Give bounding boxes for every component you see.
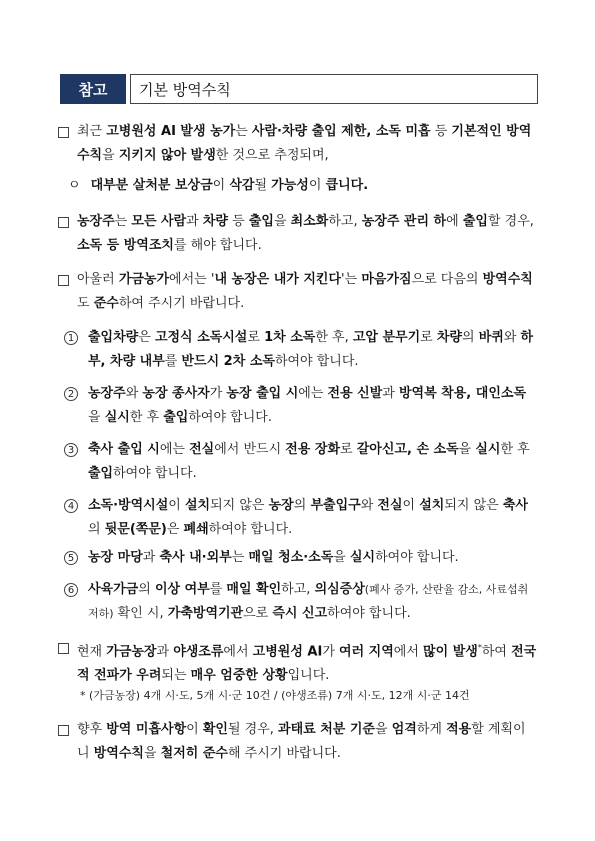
list-item-text: 농장 마당과 축사 내·외부는 매일 청소·소독을 실시하여야 합니다. [88, 550, 459, 565]
circled-number: 2 [64, 387, 78, 401]
paragraph-3-text: 아울러 가금농가에서는 '내 농장은 내가 지킨다'는 마음가짐으로 다음의 방역수칙도 준수하여 주시기 바랍니다. [77, 272, 533, 311]
circled-number: 6 [64, 583, 78, 597]
paragraph-1-sub-text: 대부분 살처분 보상금이 삭감될 가능성이 큽니다. [90, 178, 369, 193]
paragraph-2 [58, 210, 538, 258]
square-bullet-icon [58, 275, 69, 286]
paragraph-1 [58, 120, 538, 168]
footnote: * (가금농장) 4개 시·도, 5개 시·군 10건 / (야생조류) 7개 시·도, 12개 시·군 14건 [80, 689, 470, 702]
square-bullet-icon [58, 217, 69, 228]
list-item-text: 축사 출입 시에는 전실에서 반드시 전용 장화로 갈아신고, 손 소독을 실시한 후 출입하여야 합니다. [88, 442, 530, 481]
square-bullet-icon [58, 643, 69, 654]
paragraph-4 [58, 636, 538, 688]
list-item-text: 사육가금의 이상 여부를 매일 확인하고, 의심증상(폐사 증가, 산란율 감소, 사료섭취 저하) 확인 시, 가축방역기관으로 즉시 신고하여야 합니다. [88, 582, 529, 621]
circled-number: 1 [64, 331, 78, 345]
list-item [64, 382, 538, 430]
list-item [64, 494, 538, 542]
square-bullet-icon [58, 127, 69, 138]
circled-number: 5 [64, 551, 78, 565]
section-title: 기본 방역수칙 [130, 74, 538, 104]
paragraph-1-text: 최근 고병원성 AI 발생 농가는 사람·차량 출입 제한, 소독 미흡 등 기본적인 방역수칙을 지키지 않아 발생한 것으로 추정되며, [77, 124, 532, 163]
list-item-text: 농장주와 농장 종사자가 농장 출입 시에는 전용 신발과 방역복 착용, 대인소독을 실시한 후 출입하여야 합니다. [88, 386, 526, 425]
list-item [64, 578, 538, 626]
reference-tag: 참고 [60, 74, 126, 104]
paragraph-1-sub [68, 174, 538, 198]
list-item [64, 326, 538, 374]
list-item [64, 438, 538, 486]
paragraph-3 [58, 268, 538, 316]
paragraph-5-text: 향후 방역 미흡사항이 확인될 경우, 과태료 처분 기준을 엄격하게 적용할 계획이니 방역수칙을 철저히 준수해 주시기 바랍니다. [77, 722, 526, 761]
paragraph-4-text: 현재 가금농장과 야생조류에서 고병원성 AI가 여러 지역에서 많이 발생*하여 전국적 전파가 우려되는 매우 엄중한 상황입니다. [77, 643, 537, 684]
circled-number: 4 [64, 499, 78, 513]
list-item [64, 546, 538, 570]
list-item-text: 소독·방역시설이 설치되지 않은 농장의 부출입구와 전실이 설치되지 않은 축사의 뒷문(쪽문)은 폐쇄하여야 합니다. [88, 498, 528, 537]
section-header [60, 74, 538, 104]
circled-number: 3 [64, 443, 78, 457]
circle-bullet-icon: ㅇ [68, 178, 81, 193]
paragraph-2-text: 농장주는 모든 사람과 차량 등 출입을 최소화하고, 농장주 관리 하에 출입할 경우, 소독 등 방역조치를 해야 합니다. [77, 214, 534, 253]
square-bullet-icon [58, 725, 69, 736]
paragraph-5 [58, 718, 538, 766]
list-item-text: 출입차량은 고정식 소독시설로 1차 소독한 후, 고압 분무기로 차량의 바퀴와 하부, 차량 내부를 반드시 2차 소독하여야 합니다. [88, 330, 534, 369]
